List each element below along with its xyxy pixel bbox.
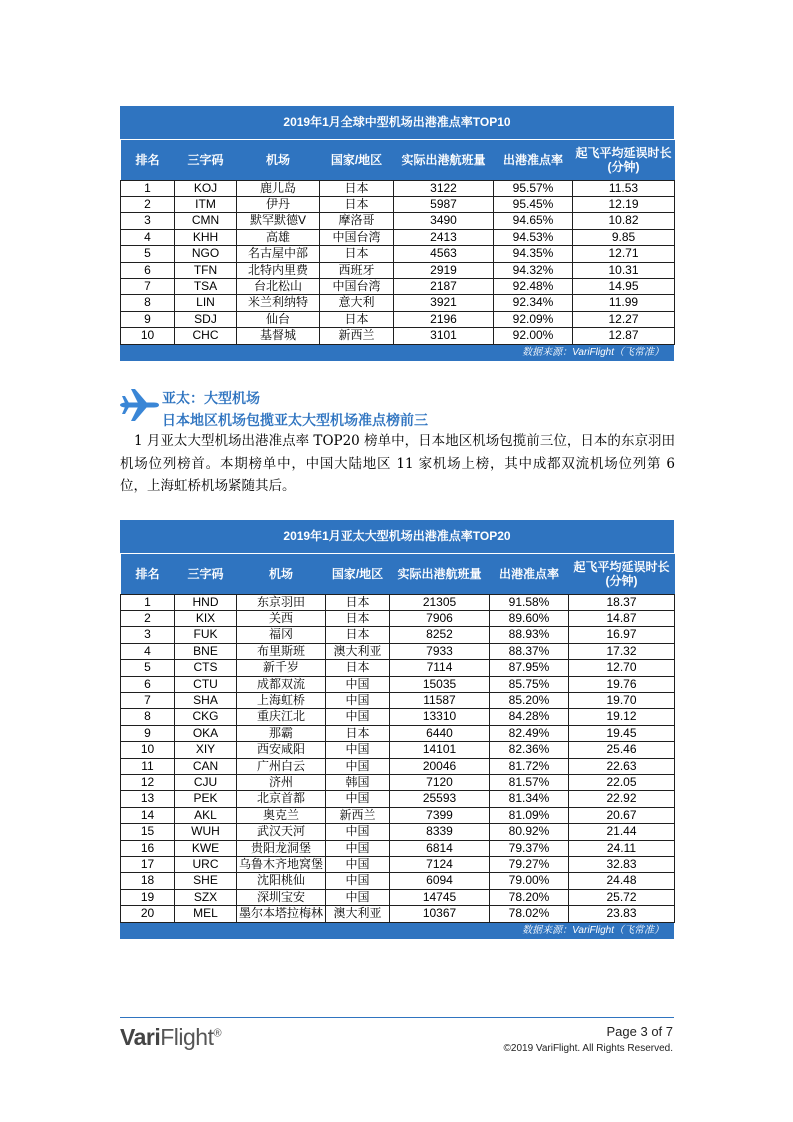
- cell-ontime: 82.36%: [490, 742, 569, 758]
- table-row: [121, 328, 675, 344]
- cell-code: SHE: [175, 873, 237, 889]
- cell-rank: 12: [121, 774, 175, 790]
- cell-airport: 北特内里费: [237, 262, 320, 278]
- header-flights: 实际出港航班量: [394, 140, 494, 180]
- cell-ontime: 78.20%: [490, 889, 569, 905]
- table-row: [121, 692, 675, 708]
- cell-delay: 19.12: [569, 709, 675, 725]
- cell-delay: 18.37: [569, 594, 675, 610]
- cell-country: 澳大利亚: [326, 906, 390, 922]
- cell-country: 摩洛哥: [320, 213, 394, 229]
- cell-country: 日本: [320, 196, 394, 212]
- cell-ontime: 94.35%: [494, 246, 573, 262]
- cell-rank: 19: [121, 889, 175, 905]
- cell-airport: 墨尔本塔拉梅林: [237, 906, 326, 922]
- table-top20-asia-pacific-airports: [120, 520, 674, 939]
- cell-delay: 12.19: [573, 196, 675, 212]
- cell-delay: 12.71: [573, 246, 675, 262]
- cell-country: 中国: [326, 758, 390, 774]
- cell-code: PEK: [175, 791, 237, 807]
- cell-flights: 3921: [394, 295, 494, 311]
- cell-country: 新西兰: [320, 328, 394, 344]
- cell-ontime: 81.09%: [490, 807, 569, 823]
- table-row: [121, 906, 675, 922]
- cell-airport: 关西: [237, 610, 326, 626]
- cell-airport: 广州白云: [237, 758, 326, 774]
- cell-code: KHH: [175, 229, 237, 245]
- header-airport: 机场: [237, 554, 326, 594]
- cell-ontime: 81.34%: [490, 791, 569, 807]
- cell-rank: 4: [121, 229, 175, 245]
- cell-ontime: 79.00%: [490, 873, 569, 889]
- cell-airport: 默罕默德V: [237, 213, 320, 229]
- cell-delay: 14.95: [573, 278, 675, 294]
- header-country: 国家/地区: [326, 554, 390, 594]
- table-row: [121, 840, 675, 856]
- cell-rank: 3: [121, 627, 175, 643]
- cell-airport: 伊丹: [237, 196, 320, 212]
- table2-title: 2019年1月亚太大型机场出港准点率TOP20: [120, 520, 674, 554]
- table-row: [121, 791, 675, 807]
- cell-airport: 台北松山: [237, 278, 320, 294]
- cell-country: 日本: [326, 660, 390, 676]
- cell-airport: 武汉天河: [237, 824, 326, 840]
- cell-ontime: 88.93%: [490, 627, 569, 643]
- table1: [120, 140, 675, 345]
- cell-code: KOJ: [175, 180, 237, 196]
- table-row: [121, 262, 675, 278]
- cell-ontime: 95.57%: [494, 180, 573, 196]
- table-row: [121, 742, 675, 758]
- cell-delay: 11.53: [573, 180, 675, 196]
- cell-flights: 8252: [390, 627, 490, 643]
- cell-airport: 济州: [237, 774, 326, 790]
- cell-flights: 10367: [390, 906, 490, 922]
- cell-airport: 成都双流: [237, 676, 326, 692]
- cell-country: 中国: [326, 857, 390, 873]
- cell-code: CTS: [175, 660, 237, 676]
- cell-flights: 7114: [390, 660, 490, 676]
- table-row: [121, 196, 675, 212]
- cell-delay: 11.99: [573, 295, 675, 311]
- cell-flights: 14101: [390, 742, 490, 758]
- cell-code: AKL: [175, 807, 237, 823]
- cell-code: ITM: [175, 196, 237, 212]
- cell-ontime: 80.92%: [490, 824, 569, 840]
- cell-delay: 25.72: [569, 889, 675, 905]
- table-row: [121, 180, 675, 196]
- cell-ontime: 94.65%: [494, 213, 573, 229]
- table-top10-medium-airports: [120, 106, 674, 361]
- cell-ontime: 84.28%: [490, 709, 569, 725]
- cell-rank: 9: [121, 311, 175, 327]
- cell-delay: 19.76: [569, 676, 675, 692]
- cell-rank: 10: [121, 328, 175, 344]
- cell-airport: 基督城: [237, 328, 320, 344]
- table2: [120, 554, 675, 923]
- cell-delay: 19.45: [569, 725, 675, 741]
- cell-code: WUH: [175, 824, 237, 840]
- cell-delay: 22.92: [569, 791, 675, 807]
- cell-ontime: 79.27%: [490, 857, 569, 873]
- cell-flights: 7399: [390, 807, 490, 823]
- cell-ontime: 94.32%: [494, 262, 573, 278]
- cell-country: 中国: [326, 676, 390, 692]
- footer-divider: [120, 1017, 674, 1018]
- cell-rank: 8: [121, 709, 175, 725]
- cell-country: 中国台湾: [320, 278, 394, 294]
- header-ontime: 出港准点率: [494, 140, 573, 180]
- cell-rank: 7: [121, 692, 175, 708]
- cell-flights: 6814: [390, 840, 490, 856]
- cell-flights: 11587: [390, 692, 490, 708]
- cell-flights: 2187: [394, 278, 494, 294]
- cell-code: TFN: [175, 262, 237, 278]
- cell-code: KIX: [175, 610, 237, 626]
- cell-country: 日本: [326, 725, 390, 741]
- cell-airport: 上海虹桥: [237, 692, 326, 708]
- cell-rank: 1: [121, 594, 175, 610]
- cell-airport: 乌鲁木齐地窝堡: [237, 857, 326, 873]
- cell-country: 中国: [326, 873, 390, 889]
- cell-ontime: 91.58%: [490, 594, 569, 610]
- cell-country: 新西兰: [326, 807, 390, 823]
- cell-flights: 20046: [390, 758, 490, 774]
- cell-rank: 5: [121, 660, 175, 676]
- cell-flights: 8339: [390, 824, 490, 840]
- cell-rank: 4: [121, 643, 175, 659]
- cell-delay: 12.70: [569, 660, 675, 676]
- cell-airport: 高雄: [237, 229, 320, 245]
- cell-code: LIN: [175, 295, 237, 311]
- cell-country: 中国: [326, 824, 390, 840]
- cell-delay: 20.67: [569, 807, 675, 823]
- variflight-logo: VariFlight®: [120, 1024, 222, 1050]
- cell-flights: 2413: [394, 229, 494, 245]
- cell-country: 中国: [326, 709, 390, 725]
- cell-delay: 12.27: [573, 311, 675, 327]
- cell-code: NGO: [175, 246, 237, 262]
- cell-rank: 8: [121, 295, 175, 311]
- cell-flights: 15035: [390, 676, 490, 692]
- cell-country: 中国: [326, 791, 390, 807]
- cell-delay: 14.87: [569, 610, 675, 626]
- cell-rank: 20: [121, 906, 175, 922]
- cell-code: CHC: [175, 328, 237, 344]
- table-row: [121, 295, 675, 311]
- cell-flights: 7124: [390, 857, 490, 873]
- cell-delay: 16.97: [569, 627, 675, 643]
- cell-country: 日本: [326, 627, 390, 643]
- cell-rank: 3: [121, 213, 175, 229]
- cell-flights: 6440: [390, 725, 490, 741]
- cell-flights: 7933: [390, 643, 490, 659]
- table-row: [121, 857, 675, 873]
- cell-country: 澳大利亚: [326, 643, 390, 659]
- cell-airport: 重庆江北: [237, 709, 326, 725]
- cell-flights: 21305: [390, 594, 490, 610]
- cell-ontime: 89.60%: [490, 610, 569, 626]
- cell-rank: 1: [121, 180, 175, 196]
- cell-code: CTU: [175, 676, 237, 692]
- cell-code: XIY: [175, 742, 237, 758]
- table-row: [121, 213, 675, 229]
- cell-country: 韩国: [326, 774, 390, 790]
- cell-airport: 奥克兰: [237, 807, 326, 823]
- cell-code: CKG: [175, 709, 237, 725]
- cell-delay: 10.82: [573, 213, 675, 229]
- cell-code: SHA: [175, 692, 237, 708]
- cell-rank: 16: [121, 840, 175, 856]
- cell-delay: 19.70: [569, 692, 675, 708]
- header-code: 三字码: [175, 140, 237, 180]
- table-row: [121, 643, 675, 659]
- cell-code: BNE: [175, 643, 237, 659]
- cell-airport: 贵阳龙洞堡: [237, 840, 326, 856]
- cell-flights: 2919: [394, 262, 494, 278]
- cell-rank: 15: [121, 824, 175, 840]
- cell-airport: 布里斯班: [237, 643, 326, 659]
- table1-title: 2019年1月全球中型机场出港准点率TOP10: [120, 106, 674, 140]
- airplane-icon: [118, 387, 160, 423]
- cell-flights: 2196: [394, 311, 494, 327]
- table-row: [121, 889, 675, 905]
- cell-country: 中国: [326, 889, 390, 905]
- cell-rank: 6: [121, 676, 175, 692]
- cell-country: 日本: [320, 311, 394, 327]
- header-rank: 排名: [121, 140, 175, 180]
- table-row: [121, 311, 675, 327]
- cell-rank: 11: [121, 758, 175, 774]
- cell-code: URC: [175, 857, 237, 873]
- cell-rank: 14: [121, 807, 175, 823]
- cell-ontime: 85.75%: [490, 676, 569, 692]
- cell-airport: 新千岁: [237, 660, 326, 676]
- cell-airport: 东京羽田: [237, 594, 326, 610]
- cell-delay: 17.32: [569, 643, 675, 659]
- cell-airport: 名古屋中部: [237, 246, 320, 262]
- cell-ontime: 95.45%: [494, 196, 573, 212]
- table-row: [121, 246, 675, 262]
- cell-airport: 米兰利纳特: [237, 295, 320, 311]
- cell-ontime: 79.37%: [490, 840, 569, 856]
- cell-flights: 7906: [390, 610, 490, 626]
- header-airport: 机场: [237, 140, 320, 180]
- cell-airport: 仙台: [237, 311, 320, 327]
- cell-code: SDJ: [175, 311, 237, 327]
- cell-ontime: 92.48%: [494, 278, 573, 294]
- cell-airport: 沈阳桃仙: [237, 873, 326, 889]
- cell-airport: 鹿儿岛: [237, 180, 320, 196]
- cell-airport: 西安咸阳: [237, 742, 326, 758]
- cell-rank: 2: [121, 610, 175, 626]
- copyright: ©2019 VariFlight. All Rights Reserved.: [503, 1043, 673, 1054]
- cell-rank: 17: [121, 857, 175, 873]
- cell-rank: 18: [121, 873, 175, 889]
- cell-ontime: 94.53%: [494, 229, 573, 245]
- header-code: 三字码: [175, 554, 237, 594]
- cell-ontime: 82.49%: [490, 725, 569, 741]
- cell-airport: 福冈: [237, 627, 326, 643]
- cell-delay: 25.46: [569, 742, 675, 758]
- section-title: 亚太：大型机场: [162, 391, 260, 407]
- cell-code: FUK: [175, 627, 237, 643]
- cell-country: 意大利: [320, 295, 394, 311]
- cell-ontime: 81.72%: [490, 758, 569, 774]
- section-subtitle: 日本地区机场包揽亚太大型机场准点榜前三: [162, 413, 428, 429]
- cell-flights: 7120: [390, 774, 490, 790]
- cell-ontime: 78.02%: [490, 906, 569, 922]
- cell-code: KWE: [175, 840, 237, 856]
- section-paragraph: 1 月亚太大型机场出港准点率 TOP20 榜单中，日本地区机场包揽前三位，日本的东京羽田机场位列榜首。本期榜单中，中国大陆地区 11 家机场上榜，其中成都双流机场位列第 6 位，上海虹桥机场紧随其后。: [120, 433, 675, 494]
- cell-code: CJU: [175, 774, 237, 790]
- cell-airport: 北京首都: [237, 791, 326, 807]
- cell-delay: 22.63: [569, 758, 675, 774]
- cell-ontime: 81.57%: [490, 774, 569, 790]
- cell-ontime: 87.95%: [490, 660, 569, 676]
- table-row: [121, 278, 675, 294]
- cell-airport: 那霸: [237, 725, 326, 741]
- header-rank: 排名: [121, 554, 175, 594]
- cell-airport: 深圳宝安: [237, 889, 326, 905]
- cell-code: TSA: [175, 278, 237, 294]
- table-row: [121, 824, 675, 840]
- cell-rank: 7: [121, 278, 175, 294]
- cell-flights: 4563: [394, 246, 494, 262]
- cell-code: OKA: [175, 725, 237, 741]
- cell-country: 中国: [326, 692, 390, 708]
- cell-rank: 10: [121, 742, 175, 758]
- cell-flights: 6094: [390, 873, 490, 889]
- table-row: [121, 610, 675, 626]
- cell-delay: 12.87: [573, 328, 675, 344]
- cell-delay: 10.31: [573, 262, 675, 278]
- cell-flights: 25593: [390, 791, 490, 807]
- table-row: [121, 873, 675, 889]
- cell-country: 中国: [326, 742, 390, 758]
- cell-country: 日本: [320, 246, 394, 262]
- cell-rank: 6: [121, 262, 175, 278]
- cell-flights: 5987: [394, 196, 494, 212]
- table-row: [121, 774, 675, 790]
- cell-rank: 13: [121, 791, 175, 807]
- cell-rank: 2: [121, 196, 175, 212]
- cell-country: 日本: [320, 180, 394, 196]
- table-row: [121, 807, 675, 823]
- table-row: [121, 594, 675, 610]
- cell-ontime: 88.37%: [490, 643, 569, 659]
- header-delay: 起飞平均延误时长 (分钟): [573, 140, 675, 180]
- page-number: Page 3 of 7: [606, 1024, 673, 1039]
- cell-flights: 3122: [394, 180, 494, 196]
- cell-flights: 14745: [390, 889, 490, 905]
- cell-country: 中国台湾: [320, 229, 394, 245]
- table-row: [121, 758, 675, 774]
- table1-source: 数据来源：VariFlight（飞常准）: [120, 345, 674, 361]
- header-ontime: 出港准点率: [490, 554, 569, 594]
- cell-ontime: 92.34%: [494, 295, 573, 311]
- table-row: [121, 229, 675, 245]
- cell-rank: 5: [121, 246, 175, 262]
- cell-code: MEL: [175, 906, 237, 922]
- cell-delay: 24.48: [569, 873, 675, 889]
- cell-ontime: 92.00%: [494, 328, 573, 344]
- cell-delay: 9.85: [573, 229, 675, 245]
- table-row: [121, 660, 675, 676]
- cell-country: 西班牙: [320, 262, 394, 278]
- table2-source: 数据来源：VariFlight（飞常准）: [120, 923, 674, 939]
- cell-delay: 23.83: [569, 906, 675, 922]
- table-row: [121, 676, 675, 692]
- table-row: [121, 725, 675, 741]
- cell-delay: 22.05: [569, 774, 675, 790]
- header-country: 国家/地区: [320, 140, 394, 180]
- cell-country: 日本: [326, 610, 390, 626]
- cell-rank: 9: [121, 725, 175, 741]
- cell-flights: 13310: [390, 709, 490, 725]
- cell-ontime: 85.20%: [490, 692, 569, 708]
- cell-flights: 3490: [394, 213, 494, 229]
- cell-code: SZX: [175, 889, 237, 905]
- table-row: [121, 627, 675, 643]
- table-row: [121, 709, 675, 725]
- cell-code: CAN: [175, 758, 237, 774]
- cell-delay: 24.11: [569, 840, 675, 856]
- header-delay: 起飞平均延误时长 (分钟): [569, 554, 675, 594]
- cell-country: 中国: [326, 840, 390, 856]
- cell-code: CMN: [175, 213, 237, 229]
- cell-delay: 21.44: [569, 824, 675, 840]
- cell-flights: 3101: [394, 328, 494, 344]
- cell-ontime: 92.09%: [494, 311, 573, 327]
- cell-code: HND: [175, 594, 237, 610]
- cell-delay: 32.83: [569, 857, 675, 873]
- header-flights: 实际出港航班量: [390, 554, 490, 594]
- cell-country: 日本: [326, 594, 390, 610]
